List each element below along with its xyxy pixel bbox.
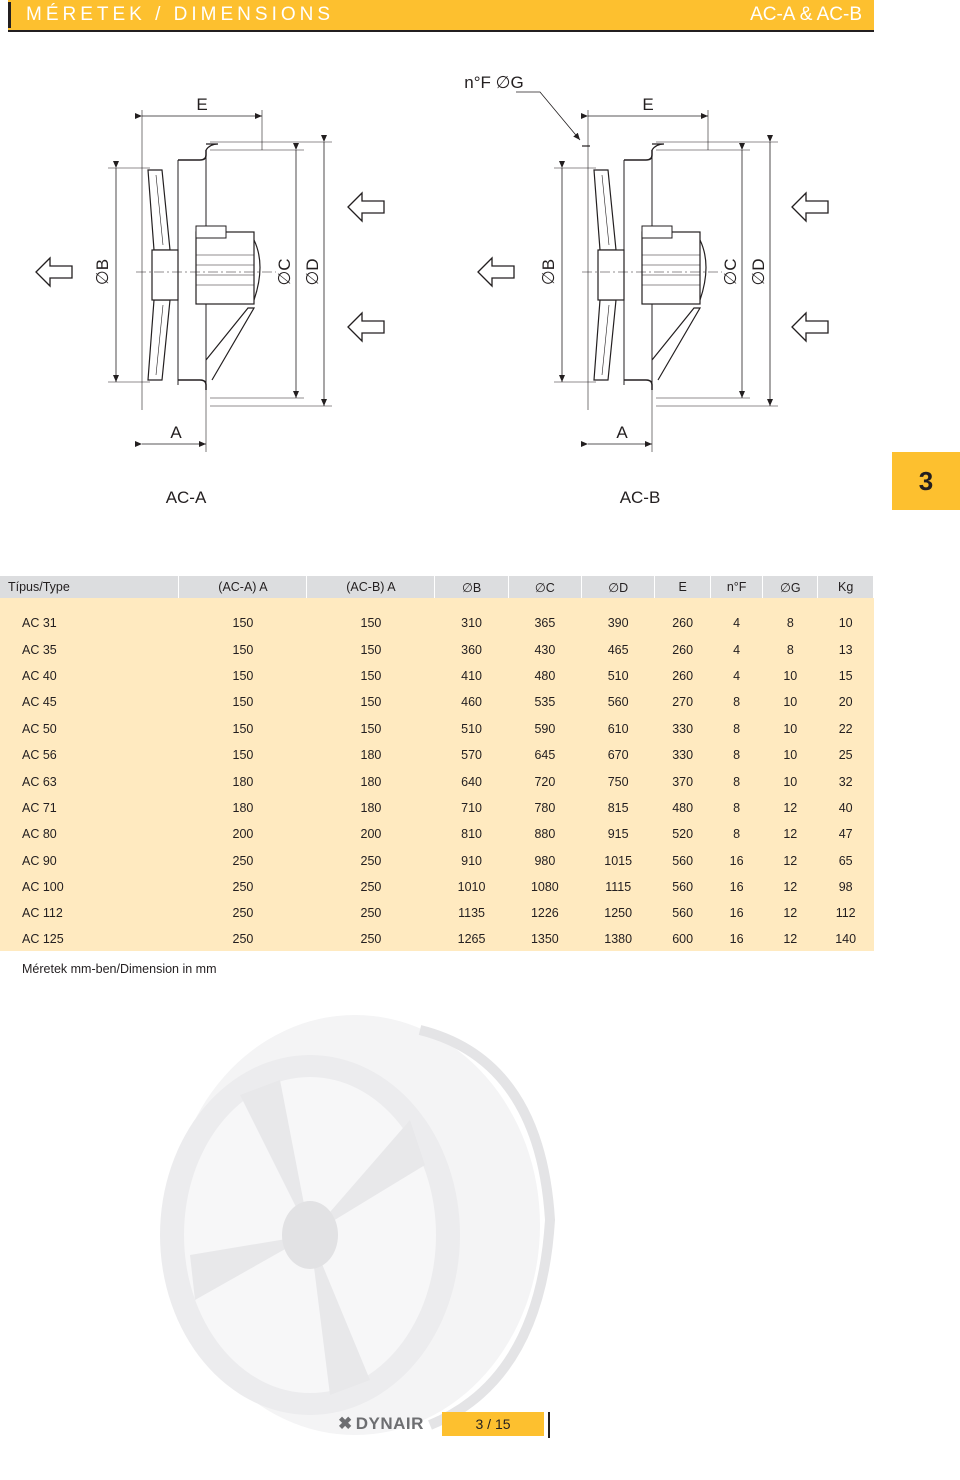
table-cell: 410 xyxy=(435,663,508,689)
table-cell: 370 xyxy=(655,768,711,794)
table-cell: 360 xyxy=(435,636,508,662)
table-cell: 8 xyxy=(763,636,818,662)
brand-logo xyxy=(338,1414,424,1434)
table-cell: AC 63 xyxy=(0,768,179,794)
page-header xyxy=(8,0,874,32)
table-cell: 250 xyxy=(307,874,435,900)
table-cell: 560 xyxy=(655,874,711,900)
table-cell: 590 xyxy=(508,716,581,742)
table-cell: 480 xyxy=(655,795,711,821)
table-cell: 510 xyxy=(435,716,508,742)
table-cell: 12 xyxy=(763,900,818,926)
table-cell: 710 xyxy=(435,795,508,821)
table-cell: 10 xyxy=(763,689,818,715)
table-row xyxy=(0,848,874,874)
table-cell: 1350 xyxy=(508,927,581,951)
dim-e-right: E xyxy=(642,95,654,114)
table-cell: 98 xyxy=(818,874,874,900)
table-cell: 1265 xyxy=(435,927,508,951)
dim-a-right: A xyxy=(616,423,628,442)
table-cell: 12 xyxy=(763,848,818,874)
table-cell: 480 xyxy=(508,663,581,689)
table-row xyxy=(0,795,874,821)
table-cell: 8 xyxy=(710,795,762,821)
table-cell: 510 xyxy=(582,663,655,689)
table-cell: AC 100 xyxy=(0,874,179,900)
page-title: MÉRETEK / DIMENSIONS xyxy=(26,4,335,25)
table-cell: 390 xyxy=(582,610,655,636)
table-row xyxy=(0,610,874,636)
table-cell: AC 80 xyxy=(0,821,179,847)
table-cell: 250 xyxy=(307,927,435,951)
table-row xyxy=(0,900,874,926)
table-cell: 180 xyxy=(179,768,307,794)
col-header: (AC-B) A xyxy=(307,576,435,598)
table-cell: 460 xyxy=(435,689,508,715)
table-cell: 645 xyxy=(508,742,581,768)
table-cell: 150 xyxy=(179,636,307,662)
table-cell: 8 xyxy=(710,821,762,847)
col-header: ∅C xyxy=(508,576,581,598)
table-cell: 10 xyxy=(763,768,818,794)
table-cell: 1115 xyxy=(582,874,655,900)
dim-d-right: ∅D xyxy=(749,258,768,286)
table-cell: 12 xyxy=(763,874,818,900)
col-header: ∅B xyxy=(435,576,508,598)
fan-photo xyxy=(120,1000,580,1440)
table-cell: 150 xyxy=(307,636,435,662)
table-row xyxy=(0,663,874,689)
table-cell: 270 xyxy=(655,689,711,715)
table-cell: 200 xyxy=(179,821,307,847)
table-cell: 250 xyxy=(179,900,307,926)
table-cell: 180 xyxy=(307,768,435,794)
table-cell: AC 35 xyxy=(0,636,179,662)
table-cell: 10 xyxy=(818,610,874,636)
footer-divider xyxy=(548,1412,550,1438)
table-cell: 4 xyxy=(710,610,762,636)
table-cell: 10 xyxy=(763,742,818,768)
dim-nfg: n°F ∅G xyxy=(464,73,524,92)
table-cell: 16 xyxy=(710,874,762,900)
col-header: ∅D xyxy=(582,576,655,598)
table-row xyxy=(0,874,874,900)
table-cell: 20 xyxy=(818,689,874,715)
table-cell: 4 xyxy=(710,636,762,662)
table-cell: 250 xyxy=(307,900,435,926)
table-cell: 465 xyxy=(582,636,655,662)
dim-b-right: ∅B xyxy=(539,258,558,286)
dim-d-left: ∅D xyxy=(303,258,322,286)
table-body xyxy=(0,598,874,951)
table-cell: 8 xyxy=(710,689,762,715)
brand-name: DYNAIR xyxy=(355,1414,424,1433)
table-cell: 1010 xyxy=(435,874,508,900)
table-cell: 16 xyxy=(710,927,762,951)
table-cell: 150 xyxy=(307,716,435,742)
table-cell: 8 xyxy=(710,716,762,742)
dimension-drawings xyxy=(0,60,890,520)
table-cell: 560 xyxy=(655,848,711,874)
table-cell: 150 xyxy=(307,689,435,715)
page-number: 3 / 15 xyxy=(442,1412,544,1436)
table-cell: 112 xyxy=(818,900,874,926)
table-cell: 200 xyxy=(307,821,435,847)
table-row xyxy=(0,768,874,794)
table-cell: 520 xyxy=(655,821,711,847)
units-note: Méretek mm-ben/Dimension in mm xyxy=(22,962,217,976)
table-cell: AC 50 xyxy=(0,716,179,742)
table-cell: 720 xyxy=(508,768,581,794)
table-cell: AC 112 xyxy=(0,900,179,926)
table-cell: AC 31 xyxy=(0,610,179,636)
table-cell: 32 xyxy=(818,768,874,794)
table-cell: 180 xyxy=(307,742,435,768)
caption-ac-b: AC-B xyxy=(619,488,661,507)
table-cell: 260 xyxy=(655,636,711,662)
table-row xyxy=(0,742,874,768)
dim-a-left: A xyxy=(170,423,182,442)
table-row xyxy=(0,821,874,847)
col-header: Típus/Type xyxy=(0,576,179,598)
table-cell: 1250 xyxy=(582,900,655,926)
table-cell: AC 90 xyxy=(0,848,179,874)
brand-x-icon: ✖ xyxy=(338,1414,353,1433)
table-cell: 910 xyxy=(435,848,508,874)
table-cell: 1380 xyxy=(582,927,655,951)
table-cell: 4 xyxy=(710,663,762,689)
dim-c-left: ∅C xyxy=(275,258,294,286)
table-cell: 1135 xyxy=(435,900,508,926)
table-cell: 16 xyxy=(710,848,762,874)
table-cell: 12 xyxy=(763,821,818,847)
col-header: ∅G xyxy=(763,576,818,598)
table-cell: AC 56 xyxy=(0,742,179,768)
dim-e-left: E xyxy=(196,95,208,114)
table-cell: 780 xyxy=(508,795,581,821)
table-cell: 815 xyxy=(582,795,655,821)
table-cell: 1015 xyxy=(582,848,655,874)
table-cell: 180 xyxy=(179,795,307,821)
caption-ac-a: AC-A xyxy=(165,488,207,507)
table-cell: 22 xyxy=(818,716,874,742)
table-cell: AC 40 xyxy=(0,663,179,689)
col-header: n°F xyxy=(710,576,762,598)
table-cell: 640 xyxy=(435,768,508,794)
col-header: Kg xyxy=(818,576,874,598)
table-cell: 10 xyxy=(763,663,818,689)
table-cell: 250 xyxy=(307,848,435,874)
dim-c-right: ∅C xyxy=(721,258,740,286)
table-row xyxy=(0,927,874,951)
table-cell: 1226 xyxy=(508,900,581,926)
table-cell: 12 xyxy=(763,795,818,821)
table-cell: 250 xyxy=(179,848,307,874)
table-cell: 8 xyxy=(763,610,818,636)
table-cell: 250 xyxy=(179,874,307,900)
col-header: E xyxy=(655,576,711,598)
table-cell: 10 xyxy=(763,716,818,742)
table-row xyxy=(0,716,874,742)
page-footer xyxy=(338,1412,552,1438)
table-cell: 810 xyxy=(435,821,508,847)
table-cell: AC 45 xyxy=(0,689,179,715)
table-cell: 250 xyxy=(179,927,307,951)
table-row xyxy=(0,636,874,662)
dimensions-table xyxy=(0,576,874,951)
table-row xyxy=(0,689,874,715)
model-title: AC-A & AC-B xyxy=(750,4,862,25)
table-cell: 670 xyxy=(582,742,655,768)
table-cell: 65 xyxy=(818,848,874,874)
table-cell: 915 xyxy=(582,821,655,847)
table-cell: 330 xyxy=(655,742,711,768)
table-cell: 150 xyxy=(179,663,307,689)
table-cell: 560 xyxy=(582,689,655,715)
table-cell: AC 125 xyxy=(0,927,179,951)
table-cell: 150 xyxy=(179,610,307,636)
table-cell: 880 xyxy=(508,821,581,847)
table-cell: 13 xyxy=(818,636,874,662)
table-cell: 8 xyxy=(710,768,762,794)
dim-b-left: ∅B xyxy=(93,258,112,286)
table-cell: 610 xyxy=(582,716,655,742)
table-cell: 560 xyxy=(655,900,711,926)
table-cell: 150 xyxy=(179,716,307,742)
table-cell: 260 xyxy=(655,610,711,636)
col-header: (AC-A) A xyxy=(179,576,307,598)
table-cell: 25 xyxy=(818,742,874,768)
table-cell: 570 xyxy=(435,742,508,768)
table-cell: 150 xyxy=(307,663,435,689)
table-cell: 8 xyxy=(710,742,762,768)
table-cell: 15 xyxy=(818,663,874,689)
table-cell: 40 xyxy=(818,795,874,821)
table-cell: 600 xyxy=(655,927,711,951)
table-header-row xyxy=(0,576,874,598)
table-cell: 260 xyxy=(655,663,711,689)
table-cell: 750 xyxy=(582,768,655,794)
table-cell: 150 xyxy=(179,742,307,768)
table-cell: 980 xyxy=(508,848,581,874)
table-cell: 1080 xyxy=(508,874,581,900)
table-cell: 310 xyxy=(435,610,508,636)
table-cell: 180 xyxy=(307,795,435,821)
table-spacer xyxy=(0,598,874,610)
table-cell: 12 xyxy=(763,927,818,951)
table-cell: 365 xyxy=(508,610,581,636)
table-cell: 535 xyxy=(508,689,581,715)
table-cell: 16 xyxy=(710,900,762,926)
chapter-tab: 3 xyxy=(892,452,960,510)
table-cell: AC 71 xyxy=(0,795,179,821)
table-cell: 150 xyxy=(307,610,435,636)
table-cell: 150 xyxy=(179,689,307,715)
table-cell: 330 xyxy=(655,716,711,742)
table-cell: 430 xyxy=(508,636,581,662)
table-cell: 47 xyxy=(818,821,874,847)
table-cell: 140 xyxy=(818,927,874,951)
